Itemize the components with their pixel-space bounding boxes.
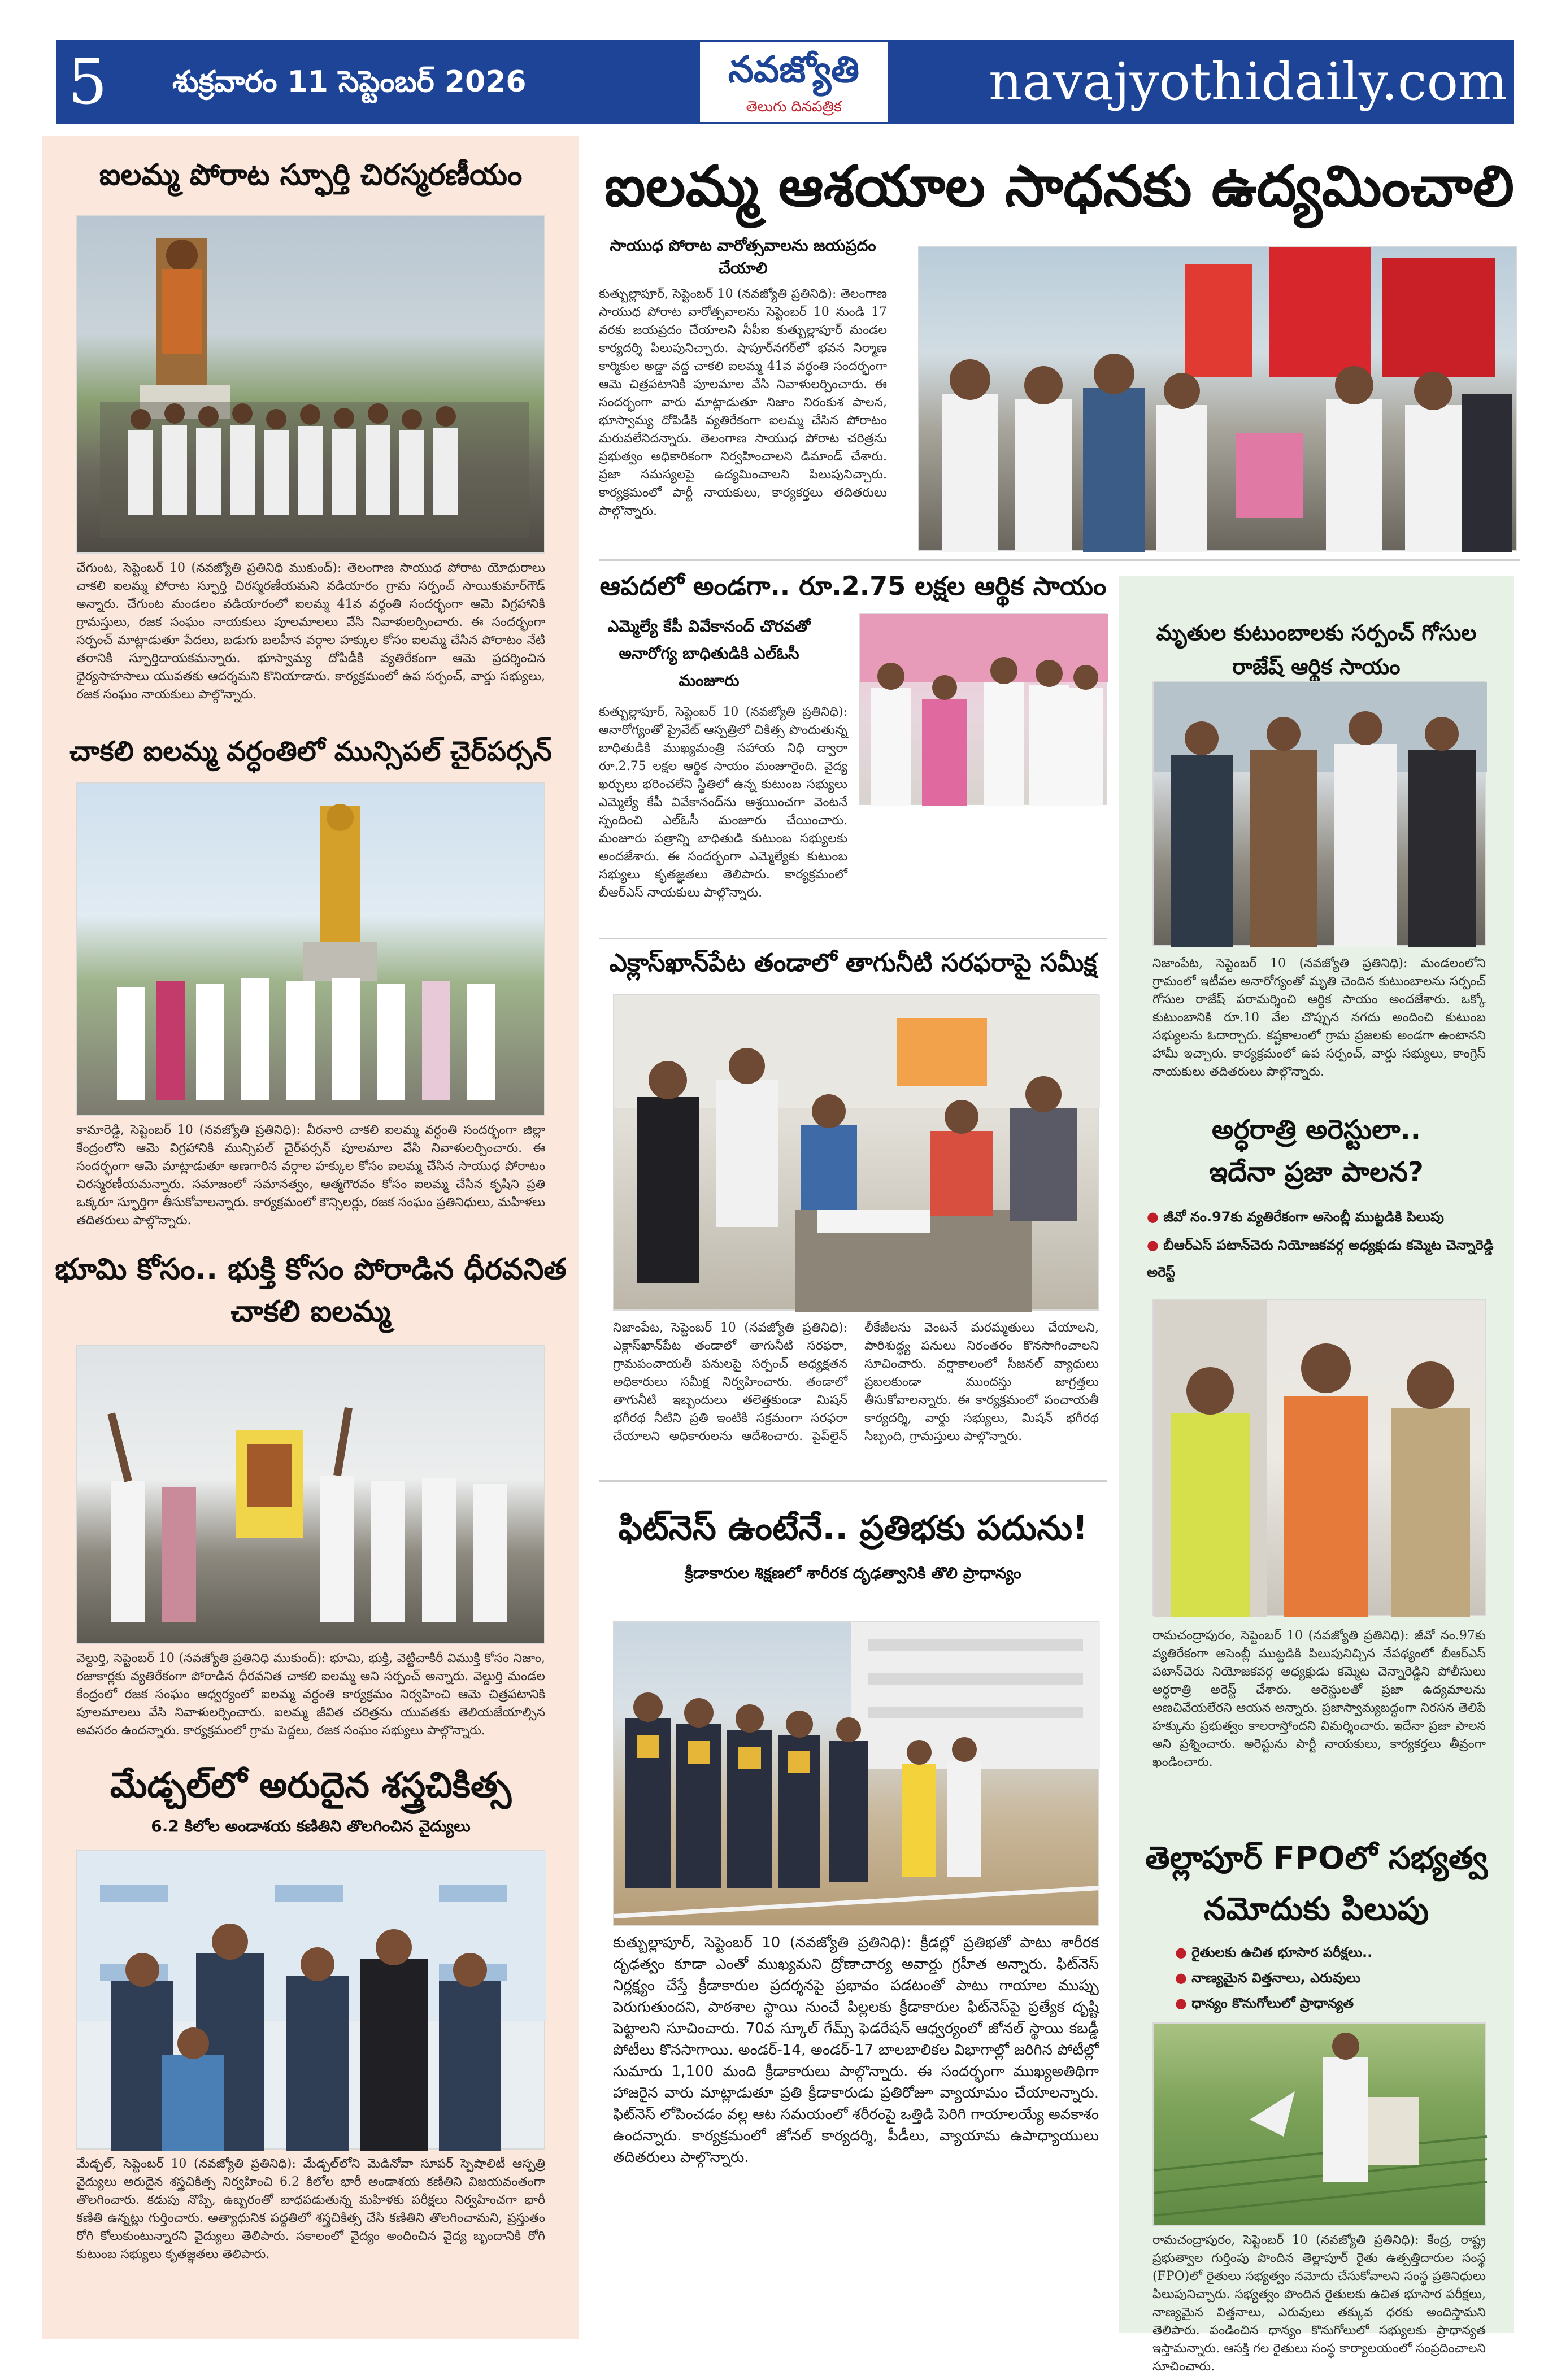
bullet-dot-icon: ● — [1175, 1944, 1192, 1960]
headline-fitness-talent: ఫిట్‌నెస్ ఉంటేనే.. ప్రతిభకు పదును! — [618, 1508, 1088, 1548]
photo-kabaddi-players-art — [614, 1622, 1100, 1928]
bullet-dot-icon: ● — [1147, 1237, 1164, 1253]
bullet-soil-tests — [1175, 1940, 1491, 1965]
photo-kabaddi-players — [613, 1621, 1099, 1926]
bullet-dot-icon: ● — [1175, 1970, 1192, 1986]
article-bhumi-kosam-body: వెల్దుర్తి, సెప్టెంబర్ 10 (నవజ్యోతి ప్రతినిధి ముకుంద్): భూమి, భుక్తి, వెట్టిచాకిరీ విముక్తి కోసం నిజాం, రజాకార్లకు వ్యతిరేకంగా పోరాడిన ధీరవనిత చాకలి ఐలమ్మ అని సర్పంచ్ అన్నారు. వెల్దుర్తి మండల కేంద్రంలో రజక సంఘం ఆధ్వర్యంలో ఐలమ్మ వర్ధంతి కార్యక్రమం నిర్వహించి ఆమె చిత్రపటానికి పూలమాలలు వేసి నివాళులర్పించారు. ఐలమ్మ జీవిత చరిత్రను యువతకు తెలియజేయాల్సిన అవసరం ఉందన్నారు. కార్యక్రమంలో గ్రామ పెద్దలు, రజక సంఘం సభ్యులు పాల్గొన్నారు. — [76, 1651, 545, 1738]
section-divider — [599, 1480, 1107, 1482]
photo-arrest — [1152, 1299, 1486, 1616]
headline-financial-aid: ఆపదలో అండగా.. రూ.2.75 లక్షల ఆర్థిక సాయం — [599, 571, 1107, 601]
issue-date: శుక్రవారం 11 సెప్టెంబర్ 2026 — [172, 65, 527, 99]
photo-water-review-meeting-art — [614, 995, 1100, 1312]
headline-tellapur-fpo: తెల్లాపూర్ FPOలో సభ్యత్వ నమోదుకు పిలుపు — [1145, 1840, 1488, 1928]
photo-bhumi-kosam-rally — [76, 1345, 545, 1644]
bullet-grain-purchase — [1175, 1991, 1491, 2016]
page-number: 5 — [68, 46, 107, 118]
logo-wordmark: నవజ్యోతి — [728, 49, 860, 91]
bullet-go-97-text: జీవో నం.97కు వ్యతిరేకంగా అసెంబ్లీ ముట్టడికి పిలుపు — [1163, 1209, 1444, 1225]
bullet-soil-tests-text: రైతులకు ఉచిత భూసార పరీక్షలు.. — [1191, 1944, 1373, 1960]
subhead-financial-aid: ఎమ్మెల్యే కేపీ వివేకానంద్ చొరవతో అనారోగ్య బాధితుడికి ఎల్ఓసీ మంజూరు — [607, 617, 811, 690]
bullet-grain-purchase-text: ధాన్యం కొనుగోలులో ప్రాధాన్యత — [1191, 1995, 1354, 2011]
photo-cpi-tribute-art — [919, 247, 1518, 552]
photo-loc-handover-art — [860, 614, 1108, 806]
article-ilamma-spirit-body: చేగుంట, సెప్టెంబర్ 10 (నవజ్యోతి ప్రతినిధి ముకుంద్): తెలంగాణ సాయుధ పోరాట యోధురాలు చాకలి ఐలమ్మ పోరాట స్ఫూర్తి చిరస్మరణీయమని వడియారం గ్రామ సర్పంచ్ సాయికుమార్‌గౌడ్ అన్నారు. చేగుంట మండలం వడియారంలో ఐలమ్మ 41వ వర్ధంతి సందర్భంగా ఆమె విగ్రహానికి గ్రామస్తులు, రజక సంఘం నాయకులు పూలమాలలు వేసి నివాళులర్పించారు. ఈ సందర్భంగా సర్పంచ్ మాట్లాడుతూ పేదలు, బడుగు బలహీన వర్గాల హక్కుల కోసం ఐలమ్మ చేసిన పోరాటం నేటి తరానికి స్ఫూర్తిదాయకమన్నారు. భూస్వామ్య దోపిడీకి వ్యతిరేకంగా ఆమె ప్రదర్శించిన ధైర్యసాహసాలు యువతకు ఆదర్శమని కొనియాడారు. కార్యక్రమంలో ఉప సర్పంచ్, వార్డు సభ్యులు, రజక సంఘం నాయకులు పాల్గొన్నారు. — [76, 561, 545, 702]
headline-praja-palana: ఇదేనా ప్రజా పాలన? — [1209, 1156, 1424, 1188]
article-midnight-arrests-body: రామచంద్రాపురం, సెప్టెంబర్ 10 (నవజ్యోతి ప్రతినిధి): జీవో నం.97కు వ్యతిరేకంగా అసెంబ్లీ ముట్టడికి పిలుపునిచ్చిన నేపథ్యంలో బీఆర్ఎస్ పటాన్‌చెరు నియోజకవర్గ అధ్యక్షుడు కమ్మెట చెన్నారెడ్డిని పోలీసులు అర్ధరాత్రి అరెస్ట్ చేశారు. అరెస్టులతో ప్రజా ఉద్యమాలను అణచివేయలేరని ఆయన అన్నారు. ప్రజాస్వామ్యబద్ధంగా నిరసన తెలిపే హక్కును ప్రభుత్వం కాలరాస్తోందని విమర్శించారు. ఇదేనా ప్రజా పాలన అని ప్రశ్నించారు. అరెస్టును పార్టీ నాయకులు, కార్యకర్తలు తీవ్రంగా ఖండించారు. — [1152, 1629, 1486, 1769]
bullet-chennareddy-arrest-text: బీఆర్ఎస్ పటాన్‌చెరు నియోజకవర్గ అధ్యక్షుడు కమ్మెట చెన్నారెడ్డి అరెస్ట్ — [1147, 1237, 1494, 1280]
section-divider — [599, 938, 1107, 939]
masthead — [56, 40, 1514, 124]
bullet-seeds-text: నాణ్యమైన విత్తనాలు, ఎరువులు — [1191, 1970, 1360, 1986]
subhead-ilamma-ideals: సాయుధ పోరాట వారోత్సవాలను జయప్రదం చేయాలి — [610, 236, 876, 277]
photo-farmer-field — [1152, 2022, 1486, 2226]
bullet-dot-icon: ● — [1175, 1995, 1192, 2011]
photo-surgery-team-art — [77, 1851, 546, 2151]
subhead-fitness-talent: క్రీడాకారుల శిక్షణలో శారీరక దృఢత్వానికి తొలి ప్రాధాన్యం — [685, 1564, 1021, 1582]
article-ilamma-ideals-body: కుత్బుల్లాపూర్, సెప్టెంబర్ 10 (నవజ్యోతి ప్రతినిధి): తెలంగాణ సాయుధ పోరాట వారోత్సవాలను సెప్టెంబర్ 10 నుండి 17 వరకు జయప్రదం చేయాలని సీపీఐ కుత్బుల్లాపూర్ మండల కార్యదర్శి పిలుపునిచ్చారు. షాపూర్‌నగర్‌లో భవన నిర్మాణ కార్మికుల అడ్డా వద్ద చాకలి ఐలమ్మ 41వ వర్ధంతి సందర్భంగా ఆమె చిత్రపటానికి పూలమాల వేసి నివాళులర్పించారు. ఈ సందర్భంగా వారు మాట్లాడుతూ నిజాం నిరంకుశ పాలన, భూస్వామ్య దోపిడీకి వ్యతిరేకంగా ఐలమ్మ చేసిన పోరాటం మరువలేనిదన్నారు. తెలంగాణ సాయుధ పోరాట చరిత్రను ప్రభుత్వం అధికారికంగా నిర్వహించాలని డిమాండ్ చేశారు. ప్రజా సమస్యలపై ఉద్యమించాలని పిలుపునిచ్చారు. కార్యక్రమంలో పార్టీ నాయకులు, కార్యకర్తలు తదితరులు పాల్గొన్నారు. — [599, 287, 887, 518]
photo-sarpanch-aid-art — [1154, 682, 1487, 947]
photo-sarpanch-aid — [1152, 681, 1486, 946]
newspaper-logo — [698, 40, 890, 124]
bullet-go-97 — [1147, 1203, 1497, 1232]
photo-statue-gathering — [76, 215, 545, 554]
article-municipal-chairperson-body: కామారెడ్డి, సెప్టెంబర్ 10 (నవజ్యోతి ప్రతినిధి): వీరనారి చాకలి ఐలమ్మ వర్ధంతి సందర్భంగా జిల్లా కేంద్రంలోని ఆమె విగ్రహానికి మున్సిపల్ చైర్‌పర్సన్ పూలమాల వేసి నివాళులర్పించారు. ఈ సందర్భంగా ఆమె మాట్లాడుతూ అణగారిన వర్గాల హక్కుల కోసం ఐలమ్మ చేసిన సాయుధ పోరాటం చిరస్మరణీయమన్నారు. సమాజంలో సమానత్వం, ఆత్మగౌరవం కోసం ఐలమ్మ చేసిన కృషిని ప్రతి ఒక్కరూ స్ఫూర్తిగా తీసుకోవాలన్నారు. కార్యక్రమంలో కౌన్సిలర్లు, రజక సంఘం ప్రతినిధులు, మహిళలు తదితరులు పాల్గొన్నారు. — [76, 1123, 545, 1228]
headline-midnight-arrests: అర్ధరాత్రి అరెస్టులా.. — [1212, 1114, 1421, 1146]
photo-arrest-art — [1154, 1300, 1487, 1617]
photo-cpi-tribute — [918, 246, 1517, 551]
headline-sarpanch-aid: మృతుల కుటుంబాలకు సర్పంచ్ గోసుల రాజేష్ ఆర్థిక సాయం — [1156, 620, 1477, 679]
photo-chairperson-statue — [76, 782, 545, 1116]
headline-municipal-chairperson: చాకలి ఐలమ్మ వర్ధంతిలో మున్సిపల్ చైర్‌పర్సన్ — [69, 736, 552, 767]
headline-medchal-surgery: మేడ్చల్‌లో అరుదైన శస్త్రచికిత్స — [110, 1764, 512, 1805]
photo-loc-handover — [859, 613, 1107, 805]
photo-surgery-team — [76, 1850, 545, 2150]
photo-chairperson-statue-art — [77, 784, 546, 1117]
photo-farmer-field-art — [1154, 2024, 1487, 2227]
photo-statue-gathering-art — [77, 216, 546, 555]
headline-water-supply-review: ఎక్లాస్‌ఖాన్‌పేట తండాలో తాగునీటి సరఫరాపై సమీక్ష — [609, 948, 1097, 977]
logo-tagline: తెలుగు దినపత్రిక — [746, 98, 842, 115]
headline-ilamma-ideals: ఐలమ్మ ఆశయాల సాధనకు ఉద్యమించాలి — [604, 153, 1515, 219]
headline-bhumi-kosam: భూమి కోసం.. భుక్తి కోసం పోరాడిన ధీరవనిత చాకలి ఐలమ్మ — [55, 1252, 567, 1329]
bullet-dot-icon: ● — [1147, 1209, 1164, 1225]
article-sarpanch-aid-body: నిజాంపేట, సెప్టెంబర్ 10 (నవజ్యోతి ప్రతినిధి): మండలంలోని గ్రామంలో ఇటీవల అనారోగ్యంతో మృతి చెందిన కుటుంబాలను సర్పంచ్ గోసుల రాజేష్ పరామర్శించి ఆర్థిక సాయం అందజేశారు. ఒక్కో కుటుంబానికి రూ.10 వేల చొప్పున నగదు అందించి కుటుంబ సభ్యులను ఓదార్చారు. కష్టకాలంలో గ్రామ ప్రజలకు అండగా ఉంటానని హామీ ఇచ్చారు. కార్యక్రమంలో ఉప సర్పంచ్, వార్డు సభ్యులు, కాంగ్రెస్ నాయకులు తదితరులు పాల్గొన్నారు. — [1152, 956, 1486, 1079]
article-tellapur-fpo-body: రామచంద్రాపురం, సెప్టెంబర్ 10 (నవజ్యోతి ప్రతినిధి): కేంద్ర, రాష్ట్ర ప్రభుత్వాల గుర్తింపు పొందిన తెల్లాపూర్ రైతు ఉత్పత్తిదారుల సంస్థ (FPO)లో రైతులు సభ్యత్వం నమోదు చేసుకోవాలని సంస్థ ప్రతినిధులు పిలుపునిచ్చారు. సభ్యత్వం పొందిన రైతులకు ఉచిత భూసార పరీక్షలు, నాణ్యమైన విత్తనాలు, ఎరువులు తక్కువ ధరకు అందిస్తామని తెలిపారు. పండించిన ధాన్యం కొనుగోలులో సభ్యులకు ప్రాధాన్యత ఇస్తామన్నారు. ఆసక్తి గల రైతులు సంస్థ కార్యాలయంలో సంప్రదించాలని సూచించారు. — [1152, 2233, 1486, 2374]
bullet-seeds — [1175, 1966, 1491, 1991]
headline-ilamma-spirit: ఐలమ్మ పోరాట స్ఫూర్తి చిరస్మరణీయం — [99, 158, 523, 192]
article-water-supply-review-body: నిజాంపేట, సెప్టెంబర్ 10 (నవజ్యోతి ప్రతినిధి): ఎక్లాస్‌ఖాన్‌పేట తండాలో తాగునీటి సరఫరా, గ్రామపంచాయతీ పనులపై సర్పంచ్ అధ్యక్షతన అధికారులు సమీక్ష నిర్వహించారు. తండాలో తాగునీటి ఇబ్బందులు తలెత్తకుండా మిషన్ భగీరథ నీటిని ప్రతి ఇంటికి సక్రమంగా సరఫరా చేయాలని అధికారులను ఆదేశించారు. పైప్‌లైన్ లీకేజీలను వెంటనే మరమ్మతులు చేయాలని, పారిశుద్ధ్య పనులు నిరంతరం కొనసాగించాలని సూచించారు. వర్షాకాలంలో సీజనల్ వ్యాధులు ప్రబలకుండా ముందస్తు జాగ్రత్తలు తీసుకోవాలన్నారు. ఈ కార్యక్రమంలో పంచాయతీ కార్యదర్శి, వార్డు సభ్యులు, మిషన్ భగీరథ సిబ్బంది, గ్రామస్తులు పాల్గొన్నారు. — [613, 1321, 1099, 1443]
article-financial-aid-body: కుత్బుల్లాపూర్, సెప్టెంబర్ 10 (నవజ్యోతి ప్రతినిధి): అనారోగ్యంతో ప్రైవేట్ ఆస్పత్రిలో చికిత్స పొందుతున్న బాధితుడికి ముఖ్యమంత్రి సహాయ నిధి ద్వారా రూ.2.75 లక్షల ఆర్థిక సాయం మంజూరైంది. వైద్య ఖర్చులు భరించలేని స్థితిలో ఉన్న కుటుంబ సభ్యులు ఎమ్మెల్యే కేపీ వివేకానంద్‌ను ఆశ్రయించగా వెంటనే స్పందించి ఎల్ఓసీ మంజూరు చేయించారు. మంజూరు పత్రాన్ని బాధితుడి కుటుంబ సభ్యులకు అందజేశారు. ఈ సందర్భంగా ఎమ్మెల్యేకు కుటుంబ సభ్యులు కృతజ్ఞతలు తెలిపారు. కార్యక్రమంలో బీఆర్ఎస్ నాయకులు పాల్గొన్నారు. — [599, 705, 847, 900]
bullet-chennareddy-arrest — [1147, 1232, 1497, 1288]
subhead-medchal-surgery: 6.2 కిలోల అండాశయ కణితిని తొలగించిన వైద్యులు — [151, 1817, 471, 1835]
article-medchal-surgery-body: మేడ్చల్, సెప్టెంబర్ 10 (నవజ్యోతి ప్రతినిధి): మేడ్చల్‌లోని మెడినోవా సూపర్ స్పెషాలిటీ ఆస్పత్రి వైద్యులు అరుదైన శస్త్రచికిత్స నిర్వహించి 6.2 కిలోల భారీ అండాశయ కణితిని విజయవంతంగా తొలగించారు. కడుపు నొప్పి, ఉబ్బరంతో బాధపడుతున్న మహిళకు పరీక్షలు నిర్వహించగా భారీ కణితి ఉన్నట్లు గుర్తించారు. అత్యాధునిక పద్ధతిలో శస్త్రచికిత్స చేసి కణితిని తొలగించామని, ప్రస్తుతం రోగి కోలుకుంటున్నారని వైద్యులు తెలిపారు. సకాలంలో వైద్యం అందించిన వైద్య బృందానికి రోగి కుటుంబ సభ్యులు కృతజ్ఞతలు తెలిపారు. — [76, 2157, 545, 2261]
photo-water-review-meeting — [613, 994, 1099, 1311]
section-divider — [599, 559, 1520, 561]
website-url[interactable]: navajyothidaily.com — [989, 51, 1508, 112]
article-fitness-talent-body: కుత్బుల్లాపూర్, సెప్టెంబర్ 10 (నవజ్యోతి ప్రతినిధి): క్రీడల్లో ప్రతిభతో పాటు శారీరక దృఢత్వం కూడా ఎంతో ముఖ్యమని ద్రోణాచార్య అవార్డు గ్రహీత అన్నారు. ఫిట్‌నెస్ నిర్లక్ష్యం చేస్తే క్రీడాకారుల ప్రదర్శనపై ప్రభావం పడటంతో పాటు గాయాల ముప్పు పెరుగుతుందని, పాఠశాల స్థాయి నుంచే పిల్లలకు క్రీడాకారుల ఫిట్‌నెస్‌పై ప్రత్యేక దృష్టి పెట్టాలని సూచించారు. 70వ స్కూల్ గేమ్స్ ఫెడరేషన్ ఆధ్వర్యంలో జోనల్ స్థాయి కబడ్డీ పోటీలు కొనసాగాయి. అండర్-14, అండర్-17 బాలబాలికల విభాగాల్లో జరిగిన పోటీల్లో సుమారు 1,100 మంది క్రీడాకారులు పాల్గొన్నారు. ఈ సందర్భంగా ముఖ్యఅతిథిగా హాజరైన వారు మాట్లాడుతూ ప్రతి క్రీడాకారుడు ప్రతిరోజూ వ్యాయామం చేయాలన్నారు. ఫిట్‌నెస్ లోపించడం వల్ల ఆట సమయంలో శరీరంపై ఒత్తిడి పెరిగి గాయాలయ్యే అవకాశం ఉందన్నారు. కార్యక్రమంలో జోనల్ కార్యదర్శి, పీడీలు, వ్యాయామ ఉపాధ్యాయులు తదితరులు పాల్గొన్నారు. — [613, 1934, 1099, 2166]
photo-bhumi-kosam-rally-art — [77, 1346, 546, 1645]
